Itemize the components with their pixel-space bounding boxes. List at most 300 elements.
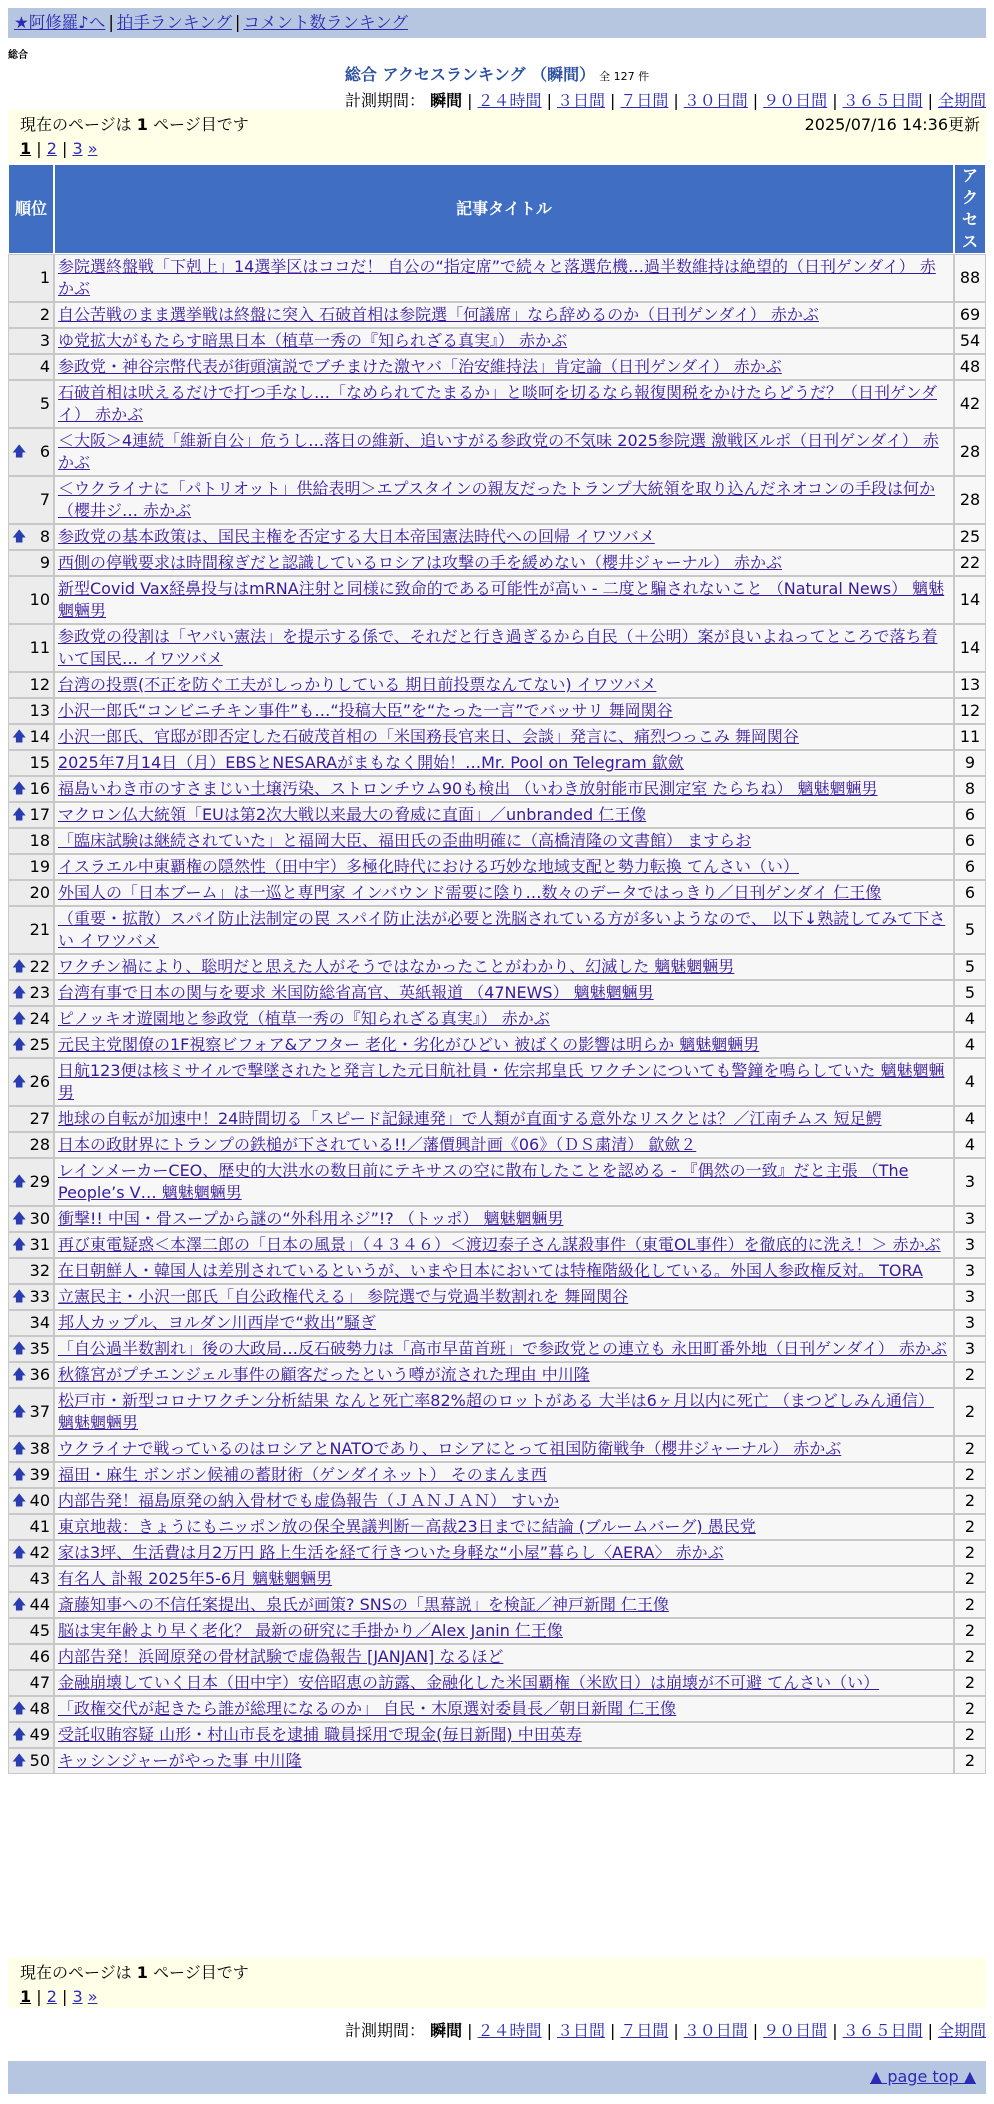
period-label-bottom: 計測期間： <box>345 2021 426 2040</box>
title-cell <box>54 1488 954 1514</box>
up-arrow-icon: 🡅 <box>12 959 27 975</box>
access-count: 5 <box>954 954 986 980</box>
up-arrow-icon: 🡅 <box>12 1545 27 1561</box>
access-count: 2 <box>954 1644 986 1670</box>
rank-cell <box>8 1032 54 1058</box>
up-arrow-icon: 🡅 <box>12 1211 27 1227</box>
rank-cell <box>8 428 54 476</box>
period-link-7d[interactable]: ７日間 <box>620 91 669 110</box>
article-title-link[interactable]: 元民主党閣僚の1F視察ビフォア&アフター 老化・劣化がひどい 被ばくの影響は明らか 魑魅魍魎男 <box>58 1035 760 1054</box>
period-link-all[interactable]: 全期間 <box>937 91 986 110</box>
access-count: 25 <box>954 524 986 550</box>
up-arrow-icon: 🡅 <box>12 1037 27 1053</box>
title-cell <box>54 1006 954 1032</box>
rank-number: 39 <box>29 1465 50 1484</box>
table-row <box>8 380 986 428</box>
article-title-link[interactable]: 東京地裁：きょうにもニッポン放の保全異議判断－高裁23日までに結論 (ブルームバーグ) 愚民党 <box>58 1517 756 1536</box>
access-count: 2 <box>954 1540 986 1566</box>
pager-link-2-bottom[interactable]: 2 <box>46 1987 57 2006</box>
ranking-title-row <box>0 62 994 85</box>
rank-cell <box>8 1540 54 1566</box>
access-count: 2 <box>954 1566 986 1592</box>
table-row <box>8 1232 986 1258</box>
table-row <box>8 1258 986 1284</box>
title-cell <box>54 254 954 302</box>
period-link-3d-bottom[interactable]: ３日間 <box>556 2021 605 2040</box>
article-title-link[interactable]: 邦人カップル、ヨルダン川西岸で“救出”騒ぎ <box>58 1313 377 1332</box>
rank-cell <box>8 476 54 524</box>
top-link-comment-ranking[interactable]: コメント数ランキング <box>243 13 408 32</box>
page-info-bottom: 現在のページは 1 ページ目です <box>20 1963 249 1982</box>
rank-number: 45 <box>29 1621 50 1640</box>
table-row <box>8 698 986 724</box>
rank-cell <box>8 672 54 698</box>
period-link-90d-bottom[interactable]: ９０日間 <box>763 2021 828 2040</box>
article-title-link[interactable]: イスラエル中東覇権の隠然性（田中宇）多極化時代における巧妙な地域支配と勢力転換 てんさい（い） <box>58 857 799 876</box>
article-title-link[interactable]: 在日朝鮮人・韓国人は差別されているというが、いまや日本においては特権階級化している。外国人参政権反対。 TORA <box>58 1261 923 1280</box>
title-cell <box>54 302 954 328</box>
up-arrow-icon: 🡅 <box>12 1701 27 1717</box>
top-nav-bar <box>8 8 986 38</box>
title-cell <box>54 1436 954 1462</box>
rank-number: 29 <box>29 1172 50 1191</box>
table-row <box>8 1058 986 1106</box>
article-title-link[interactable]: ピノッキオ遊園地と参政党（植草一秀の『知られざる真実』） 赤かぶ <box>58 1009 550 1028</box>
up-arrow-icon: 🡅 <box>12 1289 27 1305</box>
article-title-link[interactable]: 秋篠宮がプチエンジェル事件の顧客だったという噂が流された理由 中川隆 <box>58 1365 590 1384</box>
period-link-all-bottom[interactable]: 全期間 <box>937 2021 986 2040</box>
article-title-link[interactable]: 金融崩壊していく日本（田中宇）安倍昭恵の訪露、金融化した米国覇権（米欧日）は崩壊が不可避 てんさい（い） <box>58 1673 880 1692</box>
page-info-box-bottom <box>8 1958 986 2008</box>
pager-bottom: 1 | 2 | 3 » <box>20 1987 98 2006</box>
rank-number: 30 <box>29 1209 50 1228</box>
title-cell <box>54 1748 954 1774</box>
title-cell <box>54 854 954 880</box>
title-cell <box>54 354 954 380</box>
pager-link-3-bottom[interactable]: 3 <box>72 1987 83 2006</box>
table-row <box>8 476 986 524</box>
col-header-access: アクセス <box>954 164 986 254</box>
table-header-row <box>8 164 986 254</box>
footer-bar <box>8 2061 986 2094</box>
access-count: 88 <box>954 254 986 302</box>
rank-number: 21 <box>29 920 50 939</box>
rank-number: 40 <box>29 1491 50 1510</box>
period-link-24h[interactable]: ２４時間 <box>477 91 542 110</box>
title-cell <box>54 1284 954 1310</box>
article-title-link[interactable]: 「臨床試験は継続されていた」と福岡大臣、福田氏の歪曲明確に（高橋清隆の文書館） ますらお <box>58 831 752 850</box>
access-count: 2 <box>954 1488 986 1514</box>
period-current-bottom: 瞬間 <box>430 2021 463 2040</box>
rank-cell <box>8 380 54 428</box>
access-count: 2 <box>954 1462 986 1488</box>
page-info: 現在のページは 1 ページ目です <box>20 115 249 134</box>
rank-cell <box>8 1592 54 1618</box>
article-title-link[interactable]: 内部告発！福島原発の納入骨材でも虚偽報告（ＪＡＮＪＡＮ） すいか <box>58 1491 560 1510</box>
rank-number: 28 <box>29 1135 50 1154</box>
access-count: 2 <box>954 1362 986 1388</box>
article-title-link[interactable]: 脳は実年齢より早く老化？ 最新の研究に手掛かり／Alex Janin 仁王像 <box>58 1621 563 1640</box>
period-label: 計測期間： <box>345 91 426 110</box>
article-title-link[interactable]: 2025年7月14日（月）EBSとNESARAがまもなく開始！…Mr. Pool on Telegram 歙歛 <box>58 753 684 772</box>
period-link-30d[interactable]: ３０日間 <box>683 91 748 110</box>
access-count: 6 <box>954 802 986 828</box>
up-arrow-icon: 🡅 <box>12 1467 27 1483</box>
article-title-link[interactable]: 石破首相は吠えるだけで打つ手なし…「なめられてたまるか」と啖呵を切るなら報復関税をかけたらどうだ？（日刊ゲンダイ） 赤かぶ <box>58 383 938 424</box>
access-count: 4 <box>954 1058 986 1106</box>
table-row <box>8 1670 986 1696</box>
table-row <box>8 1592 986 1618</box>
article-title-link[interactable]: ウクライナで戦っているのはロシアとNATOであり、ロシアにとって祖国防衛戦争（櫻井ジャーナル） 赤かぶ <box>58 1439 842 1458</box>
table-row <box>8 1132 986 1158</box>
period-link-7d-bottom[interactable]: ７日間 <box>620 2021 669 2040</box>
access-count: 12 <box>954 698 986 724</box>
rank-cell <box>8 980 54 1006</box>
top-link-asyura[interactable]: ★阿修羅♪へ <box>14 13 106 32</box>
article-title-link[interactable]: 小沢一郎氏、官邸が即否定した石破茂首相の「米国務長官来日、会談」発言に、痛烈つっこみ 舞岡関谷 <box>58 727 799 746</box>
rank-cell <box>8 1514 54 1540</box>
table-row <box>8 1644 986 1670</box>
rank-cell <box>8 354 54 380</box>
table-row <box>8 1696 986 1722</box>
title-cell <box>54 550 954 576</box>
rank-number: 41 <box>29 1517 50 1536</box>
rank-number: 48 <box>29 1699 50 1718</box>
access-count: 48 <box>954 354 986 380</box>
rank-number: 35 <box>29 1339 50 1358</box>
rank-cell <box>8 624 54 672</box>
access-count: 2 <box>954 1748 986 1774</box>
rank-number: 23 <box>29 983 50 1002</box>
access-count: 3 <box>954 1232 986 1258</box>
article-title-link[interactable]: （重要・拡散）スパイ防止法制定の罠 スパイ防止法が必要と洗脳されている方が多いようなので、 以下↓熟読してみて下さい イワツバメ <box>58 909 946 950</box>
rank-cell <box>8 1722 54 1748</box>
table-row <box>8 328 986 354</box>
access-count: 2 <box>954 1696 986 1722</box>
up-arrow-icon: 🡅 <box>12 1753 27 1769</box>
article-title-link[interactable]: レインメーカーCEO、歴史的大洪水の数日前にテキサスの空に散布したことを認める - 『偶然の一致』だと主張 （The People’s V… 魑魅魍魎男 <box>58 1161 909 1202</box>
table-row <box>8 1284 986 1310</box>
table-row <box>8 524 986 550</box>
title-cell <box>54 1362 954 1388</box>
article-title-link[interactable]: 「自公過半数割れ」後の大政局…反石破勢力は「高市早苗首班」で参政党との連立も 永田町番外地（日刊ゲンダイ） 赤かぶ <box>58 1339 947 1358</box>
up-arrow-icon: 🡅 <box>12 1367 27 1383</box>
title-cell <box>54 624 954 672</box>
rank-cell <box>8 724 54 750</box>
table-row <box>8 880 986 906</box>
rank-number: 20 <box>29 883 50 902</box>
access-count: 6 <box>954 828 986 854</box>
article-title-link[interactable]: 有名人 訃報 2025年5-6月 魑魅魍魎男 <box>58 1569 333 1588</box>
rank-cell <box>8 1362 54 1388</box>
up-arrow-icon: 🡅 <box>12 781 27 797</box>
table-row <box>8 1310 986 1336</box>
article-title-link[interactable]: 台湾有事で日本の関与を要求 米国防総省高官、英紙報道 （47NEWS） 魑魅魍魎男 <box>58 983 654 1002</box>
article-title-link[interactable]: 参院選終盤戦「下剋上」14選挙区はココだ！ 自公の“指定席”で続々と落選危機…過半数維持は絶望的（日刊ゲンダイ） 赤かぶ <box>58 257 936 298</box>
period-link-3d[interactable]: ３日間 <box>556 91 605 110</box>
pager-next-bottom[interactable]: » <box>87 1987 98 2006</box>
table-row <box>8 1514 986 1540</box>
up-arrow-icon: 🡅 <box>12 807 27 823</box>
title-cell <box>54 1592 954 1618</box>
access-count: 22 <box>954 550 986 576</box>
article-title-link[interactable]: 松戸市・新型コロナワクチン分析結果 なんと死亡率82%超のロットがある 大半は6ヶ月以内に死亡 （まつどしみん通信） 魑魅魍魎男 <box>58 1391 934 1432</box>
rank-number: 6 <box>39 442 50 461</box>
rank-number: 18 <box>29 831 50 850</box>
title-cell <box>54 698 954 724</box>
period-current: 瞬間 <box>430 91 463 110</box>
rank-number: 7 <box>39 490 50 509</box>
rank-cell <box>8 802 54 828</box>
article-title-link[interactable]: 福島いわき市のすさまじい土壌汚染、ストロンチウム90も検出 （いわき放射能市民測定室 たらちね） 魑魅魍魎男 <box>58 779 878 798</box>
title-cell <box>54 1336 954 1362</box>
access-count: 5 <box>954 980 986 1006</box>
rank-cell <box>8 776 54 802</box>
table-row <box>8 724 986 750</box>
access-count: 3 <box>954 1206 986 1232</box>
rank-cell <box>8 954 54 980</box>
title-cell <box>54 1566 954 1592</box>
up-arrow-icon: 🡅 <box>12 985 27 1001</box>
title-cell <box>54 828 954 854</box>
access-count: 28 <box>954 428 986 476</box>
rank-cell <box>8 1462 54 1488</box>
rank-cell <box>8 1670 54 1696</box>
access-count: 6 <box>954 854 986 880</box>
article-title-link[interactable]: 参政党・神谷宗幣代表が街頭演説でブチまけた激ヤバ「治安維持法」肯定論（日刊ゲンダイ） 赤かぶ <box>58 357 782 376</box>
title-cell <box>54 1106 954 1132</box>
article-title-link[interactable]: 参政党の基本政策は、国民主権を否定する大日本帝国憲法時代への回帰 イワツバメ <box>58 527 655 546</box>
article-title-link[interactable]: 地球の自転が加速中！24時間切る「スピード記録連発」で人類が直面する意外なリスクとは？／江南チムス 短足鰐 <box>58 1109 882 1128</box>
title-cell <box>54 1310 954 1336</box>
access-count: 3 <box>954 1258 986 1284</box>
access-count: 2 <box>954 1670 986 1696</box>
title-cell <box>54 1696 954 1722</box>
title-cell <box>54 1132 954 1158</box>
table-row <box>8 750 986 776</box>
rank-number: 9 <box>39 553 50 572</box>
article-title-link[interactable]: 立憲民主・小沢一郎氏「自公政権代える」 参院選で与党過半数割れを 舞岡関谷 <box>58 1287 629 1306</box>
article-title-link[interactable]: キッシンジャーがやった事 中川隆 <box>58 1751 302 1770</box>
rank-cell <box>8 1232 54 1258</box>
article-title-link[interactable]: 参政党の役割は「ヤバい憲法」を提示する係で、それだと行き過ぎるから自民（＋公明）案が良いよねってところで落ち着いて国民… イワツバメ <box>58 627 938 668</box>
title-cell <box>54 802 954 828</box>
rank-number: 19 <box>29 857 50 876</box>
table-row <box>8 1388 986 1436</box>
article-title-link[interactable]: 新型Covid Vax経鼻投与はmRNA注射と同様に致命的である可能性が高い - 二度と騙されないこと （Natural News） 魑魅魍魎男 <box>58 579 945 620</box>
rank-number: 42 <box>29 1543 50 1562</box>
rank-number: 12 <box>29 675 50 694</box>
table-row <box>8 354 986 380</box>
rank-cell <box>8 524 54 550</box>
table-row <box>8 1362 986 1388</box>
rank-number: 26 <box>29 1072 50 1091</box>
rank-number: 50 <box>29 1751 50 1770</box>
article-title-link[interactable]: 福田・麻生 ボンボン候補の蓄財術（ゲンダイネット） そのまんま西 <box>58 1465 547 1484</box>
title-cell <box>54 1058 954 1106</box>
page-title: 総合 アクセスランキング （瞬間） <box>344 65 596 84</box>
title-cell <box>54 380 954 428</box>
up-arrow-icon: 🡅 <box>12 1011 27 1027</box>
article-title-link[interactable]: 自公苦戦のまま選挙戦は終盤に突入 石破首相は参院選「何議席」なら辞めるのか（日刊ゲンダイ） 赤かぶ <box>58 305 819 324</box>
access-count: 3 <box>954 1336 986 1362</box>
period-link-365d[interactable]: ３６５日間 <box>842 91 923 110</box>
title-cell <box>54 428 954 476</box>
table-row <box>8 802 986 828</box>
period-link-24h-bottom[interactable]: ２４時間 <box>477 2021 542 2040</box>
rank-cell <box>8 880 54 906</box>
pager-link-3[interactable]: 3 <box>72 139 83 158</box>
article-title-link[interactable]: マクロン仏大統領「EUは第2次大戦以来最大の脅威に直面」／unbranded 仁王像 <box>58 805 647 824</box>
table-row <box>8 1158 986 1206</box>
table-row <box>8 1540 986 1566</box>
table-row <box>8 1618 986 1644</box>
access-count: 6 <box>954 880 986 906</box>
rank-cell <box>8 1284 54 1310</box>
rank-cell <box>8 1132 54 1158</box>
access-count: 2 <box>954 1388 986 1436</box>
pager-next[interactable]: » <box>87 139 98 158</box>
title-cell <box>54 1206 954 1232</box>
rank-cell <box>8 576 54 624</box>
access-count: 54 <box>954 328 986 354</box>
article-title-link[interactable]: 西側の停戦要求は時間稼ぎだと認識しているロシアは攻撃の手を緩めない（櫻井ジャーナル） 赤かぶ <box>58 553 782 572</box>
separator: | <box>234 13 241 32</box>
access-count: 4 <box>954 1032 986 1058</box>
up-arrow-icon: 🡅 <box>12 1493 27 1509</box>
table-row <box>8 980 986 1006</box>
period-link-90d[interactable]: ９０日間 <box>763 91 828 110</box>
rank-number: 36 <box>29 1365 50 1384</box>
title-cell <box>54 1032 954 1058</box>
article-title-link[interactable]: ワクチン禍により、聡明だと思えた人がそうではなかったことがわかり、幻滅した 魑魅魍魎男 <box>58 957 735 976</box>
rank-cell <box>8 302 54 328</box>
top-link-clap-ranking[interactable]: 拍手ランキング <box>116 13 232 32</box>
article-title-link[interactable]: 内部告発！浜岡原発の骨材試験で虚偽報告 [JANJAN] なるほど <box>58 1647 504 1666</box>
rank-cell <box>8 906 54 954</box>
table-row <box>8 428 986 476</box>
access-count: 13 <box>954 672 986 698</box>
article-title-link[interactable]: 再び東電疑惑＜本澤二郎の「日本の風景」（４３４６）＜渡辺泰子さん謀殺事件（東電OL事件）を徹底的に洗え！＞ 赤かぶ <box>58 1235 941 1254</box>
table-row <box>8 672 986 698</box>
table-row <box>8 854 986 880</box>
pager-current: 1 <box>20 139 32 158</box>
rank-number: 2 <box>39 305 50 324</box>
table-row <box>8 550 986 576</box>
rank-number: 25 <box>29 1035 50 1054</box>
table-row <box>8 1106 986 1132</box>
rank-cell <box>8 1618 54 1644</box>
up-arrow-icon: 🡅 <box>12 1074 27 1090</box>
table-row <box>8 1336 986 1362</box>
article-title-link[interactable]: 日航123便は核ミサイルで撃墜されたと発言した元日航社員・佐宗邦皇氏 ワクチンについても警鐘を鳴らしていた 魑魅魍魎男 <box>58 1061 945 1102</box>
table-row <box>8 1722 986 1748</box>
rank-cell <box>8 254 54 302</box>
title-cell <box>54 576 954 624</box>
period-link-365d-bottom[interactable]: ３６５日間 <box>842 2021 923 2040</box>
rank-number: 43 <box>29 1569 50 1588</box>
rank-number: 47 <box>29 1673 50 1692</box>
article-title-link[interactable]: 日本の政財界にトランプの鉄槌が下されている!!／藩價興計画《06》（ＤＳ粛清） 歙歛２ <box>58 1135 697 1154</box>
article-title-link[interactable]: 外国人の「日本ブーム」は一巡と専門家 インバウンド需要に陰り…数々のデータではっきり／日刊ゲンダイ 仁王像 <box>58 883 882 902</box>
rank-number: 33 <box>29 1287 50 1306</box>
rank-cell <box>8 1566 54 1592</box>
title-cell <box>54 1644 954 1670</box>
access-count: 3 <box>954 1284 986 1310</box>
up-arrow-icon: 🡅 <box>12 1404 27 1420</box>
title-cell <box>54 980 954 1006</box>
rank-number: 3 <box>39 331 50 350</box>
rank-number: 11 <box>29 638 50 657</box>
rank-cell <box>8 1158 54 1206</box>
table-row <box>8 624 986 672</box>
rank-number: 8 <box>39 527 50 546</box>
pager-link-2[interactable]: 2 <box>46 139 57 158</box>
title-cell <box>54 672 954 698</box>
access-count: 9 <box>954 750 986 776</box>
rank-cell <box>8 1206 54 1232</box>
access-count: 2 <box>954 1436 986 1462</box>
article-title-link[interactable]: 小沢一郎氏“コンビニチキン事件”も…“投稿大臣”を“たった一言”でバッサリ 舞岡関谷 <box>58 701 673 720</box>
rank-cell <box>8 328 54 354</box>
up-arrow-icon: 🡅 <box>12 1727 27 1743</box>
title-cell <box>54 1514 954 1540</box>
rank-cell <box>8 1748 54 1774</box>
article-title-link[interactable]: ＜大阪＞4連続「維新自公」危うし…落日の維新、追いすがる参政党の不気味 2025参院選 激戦区ルポ（日刊ゲンダイ） 赤かぶ <box>58 431 939 472</box>
rank-cell <box>8 750 54 776</box>
article-title-link[interactable]: 受託収賄容疑 山形・村山市長を逮捕 職員採用で現金(毎日新聞) 中田英寿 <box>58 1725 582 1744</box>
period-link-30d-bottom[interactable]: ３０日間 <box>683 2021 748 2040</box>
rank-number: 5 <box>39 394 50 413</box>
table-row <box>8 1748 986 1774</box>
category-label: 総合 <box>8 50 28 61</box>
access-count: 14 <box>954 624 986 672</box>
title-cell <box>54 724 954 750</box>
title-cell <box>54 476 954 524</box>
access-count: 42 <box>954 380 986 428</box>
article-title-link[interactable]: 「政権交代が起きたら誰が総理になるのか」 自民・木原選対委員長／朝日新聞 仁王像 <box>58 1699 677 1718</box>
title-cell <box>54 1670 954 1696</box>
article-title-link[interactable]: 家は3坪、生活費は月2万円 路上生活を経て行きついた身軽な“小屋”暮らし〈AERA〉 赤かぶ <box>58 1543 724 1562</box>
article-title-link[interactable]: ＜ウクライナに「パトリオット」供給表明＞エプスタインの親友だったトランプ大統領を取り込んだネオコンの手段は何か（櫻井ジ… 赤かぶ <box>58 479 935 520</box>
rank-cell <box>8 698 54 724</box>
col-header-rank: 順位 <box>8 164 54 254</box>
article-title-link[interactable]: 斎藤知事への不信任案提出、泉氏が画策? SNSの「黒幕説」を検証／神戸新聞 仁王像 <box>58 1595 669 1614</box>
title-cell <box>54 906 954 954</box>
title-cell <box>54 954 954 980</box>
title-cell <box>54 524 954 550</box>
page-info-box-top <box>8 110 986 162</box>
access-count: 14 <box>954 576 986 624</box>
up-arrow-icon: 🡅 <box>12 1237 27 1253</box>
rank-number: 22 <box>29 957 50 976</box>
table-row <box>8 1006 986 1032</box>
article-title-link[interactable]: 衝撃!! 中国・骨スープから謎の“外科用ネジ”!? （トッポ） 魑魅魍魎男 <box>58 1209 564 1228</box>
rank-cell <box>8 1644 54 1670</box>
title-cell <box>54 1722 954 1748</box>
article-title-link[interactable]: 台湾の投票(不正を防ぐ工夫がしっかりしている 期日前投票なんてない) イワツバメ <box>58 675 657 694</box>
access-count: 4 <box>954 1106 986 1132</box>
table-row <box>8 954 986 980</box>
table-row <box>8 1462 986 1488</box>
access-count: 8 <box>954 776 986 802</box>
rank-number: 4 <box>39 357 50 376</box>
page-top-link[interactable]: ▲ page top ▲ <box>869 2067 976 2086</box>
rank-cell <box>8 1058 54 1106</box>
table-row <box>8 576 986 624</box>
rank-number: 14 <box>29 727 50 746</box>
article-title-link[interactable]: ゆ党拡大がもたらす暗黒日本（植草一秀の『知られざる真実』） 赤かぶ <box>58 331 568 350</box>
